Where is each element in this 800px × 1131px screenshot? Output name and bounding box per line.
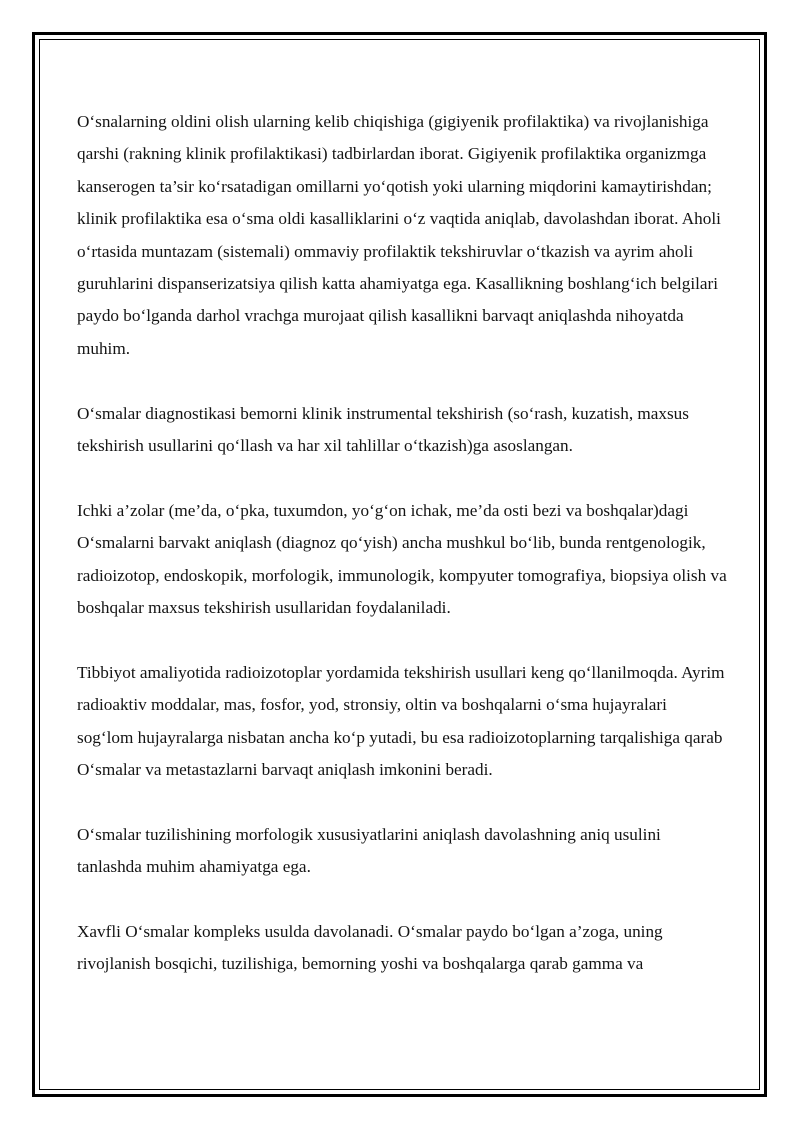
paragraph-morphology: O‘smalar tuzilishining morfologik xususiyatlarini aniqlash davolashning aniq usulini tanlashda muhim ahamiyatga ega. [77, 824, 661, 877]
document-body [77, 106, 727, 981]
paragraph-prevention: O‘snalarning oldini olish ularning kelib chiqishiga (gigiyenik profilaktika) va rivojlanishiga qarshi (rakning klinik profilaktikasi) tadbirlardan iborat. Gigiyenik profilaktika organizmga kanserogen ta’sir ko‘rsatadigan omillarni yo‘qotish yoki ularning miqdorini kamaytirishdan; klinik profilaktika esa o‘sma oldi kasalliklarini o‘z vaqtida aniqlab, davolashdan iborat. Aholi o‘rtasida muntazam (sistemali) ommaviy profilaktik tekshiruvlar o‘tkazish va ayrim aholi guruhlarini dispanserizatsiya qilish katta ahamiyatga ega. Kasallikning boshlang‘ich belgilari paydo bo‘lganda darhol vrachga murojaat qilish kasallikni barvaqt aniqlashda nihoyatda muhim. [77, 112, 721, 358]
paragraph-treatment: Xavfli O‘smalar kompleks usulda davolanadi. O‘smalar paydo bo‘lgan a’zoga, uning rivojlanish bosqichi, tuzilishiga, bemorning yoshi va boshqalarga qarab gamma va [77, 922, 663, 974]
paragraph-internal-organs: Ichki a’zolar (me’da, o‘pka, tuxumdon, yo‘g‘on ichak, me’da osti bezi va boshqalar)dagi O‘smalarni barvakt aniqlash (diagnoz qo‘yish) ancha mushkul bo‘lib, bunda rentgenologik, radioizotop, endoskopik, morfologik, immunologik, kompyuter tomografiya, biopsiya olish va boshqalar maxsus tekshirish usullaridan foydalaniladi. [77, 500, 727, 618]
paragraph-radioisotopes: Tibbiyot amaliyotida radioizotoplar yordamida tekshirish usullari keng qo‘llanilmoqda. Ayrim radioaktiv moddalar, mas, fosfor, yod, stronsiy, oltin va boshqalarni o‘sma hujayralari sog‘lom hujayralarga nisbatan ancha ko‘p yutadi, bu esa radioizotoplarning tarqalishiga qarab O‘smalar va metastazlarni barvaqt aniqlash imkonini beradi. [77, 662, 725, 780]
paragraph-diagnostics: O‘smalar diagnostikasi bemorni klinik instrumental tekshirish (so‘rash, kuzatish, maxsus tekshirish usullarini qo‘llash va har xil tahlillar o‘tkazish)ga asoslangan. [77, 403, 689, 456]
